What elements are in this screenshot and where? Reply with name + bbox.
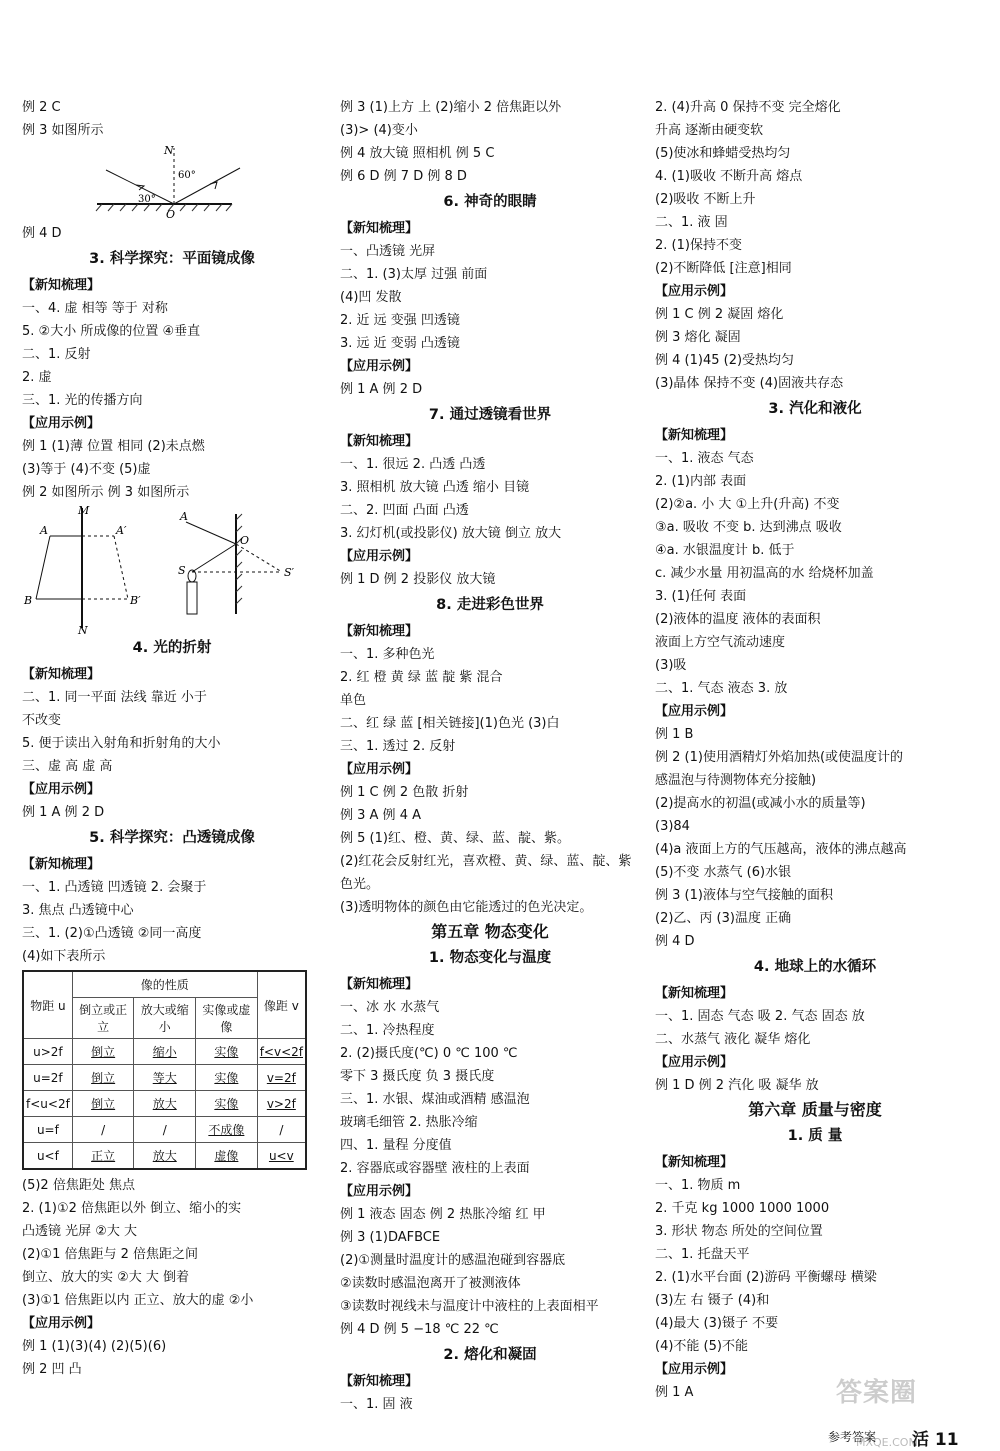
answer-line: 例 4 (1)45 (2)受热均匀 [655,353,795,368]
section-heading: 3. 汽化和液化 [768,401,862,417]
table-cell: 实像 [196,1091,258,1117]
answer-line: (4)凹 发散 [340,290,402,305]
subsection-label: 【应用示例】 [655,1362,734,1377]
answer-line: 3. (1)任何 表面 [655,589,747,604]
answer-line: 一、1. 固态 气态 吸 2. 气态 固态 放 [655,1009,865,1024]
answer-line: (2)红花会反射红光，喜欢橙、黄、绿、蓝、靛、紫 [340,854,632,869]
point-o: O [240,534,250,547]
point-a-image: A′ [116,524,127,537]
answer-line: 倒立、放大的实 ②大 大 倒着 [22,1270,190,1285]
col1-bottom-lines [22,636,322,968]
table-cell: 虚像 [196,1143,258,1170]
mirror-label-n: N [78,624,88,634]
answer-line: 三、1. 光的传播方向 [22,393,143,408]
normal-label-n: N [164,144,174,157]
answer-line: 凸透镜 光屏 ②大 大 [22,1224,138,1239]
subsection-label: 【应用示例】 [22,1316,101,1331]
header-size: 放大或缩小 [134,998,196,1039]
answer-line: 一、1. 液态 气态 [655,451,754,466]
table-row [23,1143,306,1170]
answer-line: 二、水蒸气 液化 凝华 熔化 [655,1032,811,1047]
answer-line: 2. (1)①2 倍焦距以外 倒立、缩小的实 [22,1201,242,1216]
section-heading: 1. 质 量 [787,1128,843,1144]
answer-line: 升高 逐渐由硬变软 [655,123,764,138]
table-cell: u>2f [23,1039,72,1065]
column-2 [340,96,640,1416]
answer-line: 例 2 如图所示 例 3 如图所示 [22,485,190,500]
answer-line: 例 5 (1)红、橙、黄、绿、蓝、靛、紫。 [340,831,570,846]
header-image-properties: 像的性质 [72,971,257,998]
answer-line: 2. (1)水平台面 (2)游码 平衡螺母 横梁 [655,1270,877,1285]
answer-line: 三、1. 透过 2. 反射 [340,739,456,754]
table-row [23,1091,306,1117]
reflection-diagram [92,142,292,222]
subsection-label: 【应用示例】 [340,359,419,374]
subsection-label: 【新知梳理】 [22,857,101,872]
answer-line: 2. (2)摄氏度(℃) 0 ℃ 100 ℃ [340,1046,518,1061]
mirror-label-m: M [78,504,90,517]
answer-line: (2)吸收 不断上升 [655,192,756,207]
footer-label: 参考答案 [828,1430,877,1444]
answer-line: 例 1 A 例 2 D [22,805,105,820]
answer-line: (2)①1 倍焦距与 2 倍焦距之间 [22,1247,199,1262]
answer-line: 5. 便于读出入射角和折射角的大小 [22,736,221,751]
answer-line: 4. (1)吸收 不断升高 熔点 [655,169,803,184]
answer-line: 2. (1)内部 表面 [655,474,747,489]
answer-line: 例 3 (1)DAFBCE [340,1230,441,1245]
answer-line: 例 1 A [655,1385,694,1400]
answer-line: 2. (1)保持不变 [655,238,742,253]
answer-line: 二、1. 同一平面 法线 靠近 小于 [22,690,207,705]
section-heading: 2. 熔化和凝固 [443,1347,537,1363]
watermark-logo: 答案圈 [836,1378,918,1408]
answer-line: (4)a 液面上方的气压越高，液体的沸点越高 [655,842,907,857]
subsection-label: 【应用示例】 [340,1184,419,1199]
table-cell: 正立 [72,1143,134,1170]
point-s-image: S′ [284,566,295,579]
answer-line: (2)①测量时温度计的感温泡碰到容器底 [340,1253,566,1268]
answer-line: 5. ②大小 所成像的位置 ④垂直 [22,324,201,339]
table-cell: 放大 [134,1091,196,1117]
answer-line: 2. 容器底或容器壁 液柱的上表面 [340,1161,530,1176]
answer-line: 3. 焦点 凸透镜中心 [22,903,134,918]
answer-line: 2. 虚 [22,370,52,385]
answer-line: 例 6 D 例 7 D 例 8 D [340,169,467,184]
answer-line: (2)②a. 小 大 ①上升(升高) 不变 [655,497,840,512]
table-cell: v>2f [257,1091,306,1117]
answer-line: (2)液体的温度 液体的表面积 [655,612,821,627]
chapter-heading: 第五章 物态变化 [431,922,549,941]
answer-line: (3)84 [655,819,690,834]
answer-line: (4)不能 (5)不能 [655,1339,748,1354]
table-cell: 倒立 [72,1065,134,1091]
answer-line: 例 1 B [655,727,694,742]
answer-line: ④a. 水银温度计 b. 低于 [655,543,795,558]
answer-line: 例 1 液态 固态 例 2 热胀冷缩 红 甲 [340,1207,546,1222]
answer-line: 一、4. 虚 相等 等于 对称 [22,301,168,316]
answer-line: 例 4 D 例 5 −18 ℃ 22 ℃ [340,1322,499,1337]
table-cell: v=2f [257,1065,306,1091]
answer-line: 二、1. 冷热程度 [340,1023,435,1038]
answer-line: 例 1 D 例 2 汽化 吸 凝华 放 [655,1078,819,1093]
subsection-label: 【应用示例】 [655,704,734,719]
table-cell: 等大 [134,1065,196,1091]
table-cell: u<f [23,1143,72,1170]
answer-line: 3. 幻灯机(或投影仪) 放大镜 倒立 放大 [340,526,562,541]
table-cell: 缩小 [134,1039,196,1065]
answer-line: (4)如下表所示 [22,949,106,964]
column-3 [655,96,975,1404]
point-a: A [180,510,188,523]
answer-line: 二、2. 凹面 凸面 凸透 [340,503,469,518]
subsection-label: 【应用示例】 [22,416,101,431]
table-cell: u<v [257,1143,306,1170]
answer-line: 例 4 D [655,934,695,949]
answer-line: (5)2 倍焦距处 焦点 [22,1178,135,1193]
answer-line: 色光。 [340,877,380,892]
answer-line: 2. 红 橙 黄 绿 蓝 靛 紫 混合 [340,670,503,685]
page-number: 活 11 [912,1430,959,1450]
angle-label-60: 60° [178,170,196,181]
answer-line: 感温泡与待测物体充分接触) [655,773,817,788]
answer-line: 例 3 A 例 4 A [340,808,421,823]
mirror-figures [22,504,322,634]
header-image-distance: 像距 v [257,971,306,1039]
column-1 [22,96,322,1381]
answer-line: 二、1. 反射 [22,347,91,362]
subsection-label: 【新知梳理】 [340,434,419,449]
table-body [23,1039,306,1170]
answer-line: 例 1 A 例 2 D [340,382,423,397]
answer-line: 例 1 C 例 2 色散 折射 [340,785,469,800]
answer-line: (3)晶体 保持不变 (4)固液共存态 [655,376,844,391]
answer-line: 零下 3 摄氏度 负 3 摄氏度 [340,1069,495,1084]
answer-line: 例 2 凹 凸 [22,1362,82,1377]
subsection-label: 【应用示例】 [655,284,734,299]
table-cell: f<u<2f [23,1091,72,1117]
answer-line: (3)透明物体的颜色由它能透过的色光决定。 [340,900,593,915]
answer-line: 3. 形状 物态 所处的空间位置 [655,1224,823,1239]
point-b-image: B′ [130,594,141,607]
answer-line: 一、1. 很远 2. 凸透 凸透 [340,457,486,472]
answer-line: 二、1. 托盘天平 [655,1247,750,1262]
answer-line: 一、1. 凸透镜 凹透镜 2. 会聚于 [22,880,207,895]
section-heading: 5. 科学探究：凸透镜成像 [89,830,255,846]
answer-line: (3)等于 (4)不变 (5)虚 [22,462,151,477]
table-cell: 放大 [134,1143,196,1170]
section-heading: 7. 通过透镜看世界 [428,407,552,423]
answer-line: 二、1. 气态 液态 3. 放 [655,681,788,696]
answer-line: 例 1 C 例 2 凝固 熔化 [655,307,784,322]
answer-line: (3)吸 [655,658,687,673]
subsection-label: 【新知梳理】 [340,1374,419,1389]
table-row [23,1117,306,1143]
subsection-label: 【应用示例】 [340,549,419,564]
answer-line: 三、虚 高 虚 高 [22,759,113,774]
answer-line: 一、冰 水 水蒸气 [340,1000,440,1015]
table-row [23,1039,306,1065]
answer-line: 二、红 绿 蓝 [相关链接](1)色光 (3)白 [340,716,560,731]
section-heading: 4. 光的折射 [132,640,212,656]
answer-line: 三、1. 水银、煤油或酒精 感温泡 [340,1092,530,1107]
answer-line: 例 4 放大镜 照相机 例 5 C [340,146,495,161]
header-orientation: 倒立或正立 [72,998,134,1039]
answer-line: (2)提高水的初温(或减小水的质量等) [655,796,866,811]
table-cell: / [72,1117,134,1143]
answer-line: 例 1 (1)(3)(4) (2)(5)(6) [22,1339,167,1354]
section-heading: 3. 科学探究：平面镜成像 [89,251,255,267]
subsection-label: 【应用示例】 [22,782,101,797]
answer-line: 例 3 如图所示 [22,123,104,138]
answer-line: 例 3 (1)液体与空气接触的面积 [655,888,833,903]
answer-line: 例 3 熔化 凝固 [655,330,741,345]
answer-line: ③a. 吸收 不变 b. 达到沸点 吸收 [655,520,842,535]
chapter-heading: 第六章 质量与密度 [748,1100,882,1119]
col1-top-lines [22,96,322,142]
answer-line: 一、凸透镜 光屏 [340,244,436,259]
section-heading: 6. 神奇的眼睛 [443,194,537,210]
answer-line: 一、1. 多种色光 [340,647,435,662]
col1-mid-lines [22,222,322,504]
table-row [23,1065,306,1091]
answer-line: 液面上方空气流动速度 [655,635,786,650]
answer-line: 一、1. 物质 m [655,1178,741,1193]
table-cell: u=2f [23,1065,72,1091]
answer-line: (4)最大 (3)镊子 不要 [655,1316,779,1331]
subsection-label: 【新知梳理】 [340,221,419,236]
answer-line: 3. 照相机 放大镜 凸透 缩小 目镜 [340,480,530,495]
answer-line: 二、1. (3)太厚 过强 前面 [340,267,488,282]
answer-line: 不改变 [22,713,62,728]
answer-line: (2)不断降低 [注意]相同 [655,261,792,276]
section-heading: 1. 物态变化与温度 [428,950,552,966]
answer-line: 四、1. 量程 分度值 [340,1138,452,1153]
table-cell: / [257,1117,306,1143]
table-cell: / [134,1117,196,1143]
point-b: B [24,594,33,607]
subsection-label: 【新知梳理】 [655,986,734,1001]
answer-line: 例 1 D 例 2 投影仪 放大镜 [340,572,496,587]
answer-line: 2. (4)升高 0 保持不变 完全熔化 [655,100,841,115]
answer-line: c. 减少水量 用初温高的水 给烧杯加盖 [655,566,874,581]
table-cell: 实像 [196,1065,258,1091]
subsection-label: 【新知梳理】 [22,278,101,293]
subsection-label: 【新知梳理】 [340,977,419,992]
subsection-label: 【应用示例】 [340,762,419,777]
point-a: A [40,524,48,537]
header-type: 实像或虚像 [196,998,258,1039]
answer-line: (3)左 右 镊子 (4)和 [655,1293,770,1308]
answer-line: (2)乙、丙 (3)温度 正确 [655,911,792,926]
section-heading: 4. 地球上的水循环 [753,959,877,975]
answer-line: (3)> (4)变小 [340,123,418,138]
answer-line: 一、1. 固 液 [340,1397,413,1412]
answer-line: 例 2 C [22,100,61,115]
answer-line: 三、1. (2)①凸透镜 ②同一高度 [22,926,202,941]
answer-line: (5)使冰和蜂蜡受热均匀 [655,146,791,161]
answer-line: ③读数时视线未与温度计中液柱的上表面相平 [340,1299,599,1314]
answer-line: 例 4 D [22,226,62,241]
header-object-distance: 物距 u [23,971,72,1039]
plane-mirror-diagram [22,504,172,634]
answer-line: 单色 [340,693,367,708]
answer-line: 玻璃毛细管 2. 热胀冷缩 [340,1115,478,1130]
answer-line: ②读数时感温泡离开了被测液体 [340,1276,521,1291]
answer-line: 例 2 (1)使用酒精灯外焰加热(或使温度计的 [655,750,904,765]
col1-end-lines [22,1174,322,1381]
table-cell: 不成像 [196,1117,258,1143]
subsection-label: 【应用示例】 [655,1055,734,1070]
answer-line: (3)①1 倍焦距以内 正立、放大的虚 ②小 [22,1293,254,1308]
table-cell: 实像 [196,1039,258,1065]
answer-line: 2. 近 远 变强 凹透镜 [340,313,460,328]
subsection-label: 【新知梳理】 [340,624,419,639]
table-cell: u=f [23,1117,72,1143]
lens-imaging-table [22,970,307,1170]
candle-mirror-diagram [172,504,307,634]
table-cell: 倒立 [72,1091,134,1117]
answer-line: (5)不变 水蒸气 (6)水银 [655,865,792,880]
answer-line: 2. 千克 kg 1000 1000 1000 [655,1201,830,1216]
watermark-url: MXQE.COM [856,1436,918,1449]
angle-label-30: 30° [138,194,156,205]
point-label-o: O [166,208,176,221]
subsection-label: 【新知梳理】 [655,428,734,443]
subsection-label: 【新知梳理】 [655,1155,734,1170]
section-heading: 8. 走进彩色世界 [436,597,544,613]
answer-line: 例 3 (1)上方 上 (2)缩小 2 倍焦距以外 [340,100,562,115]
answer-line: 二、1. 液 固 [655,215,728,230]
subsection-label: 【新知梳理】 [22,667,101,682]
table-cell: f<v<2f [257,1039,306,1065]
answer-line: 3. 远 近 变弱 凸透镜 [340,336,460,351]
answer-line: 例 1 (1)薄 位置 相同 (2)未点燃 [22,439,205,454]
table-cell: 倒立 [72,1039,134,1065]
point-s: S [178,564,186,577]
